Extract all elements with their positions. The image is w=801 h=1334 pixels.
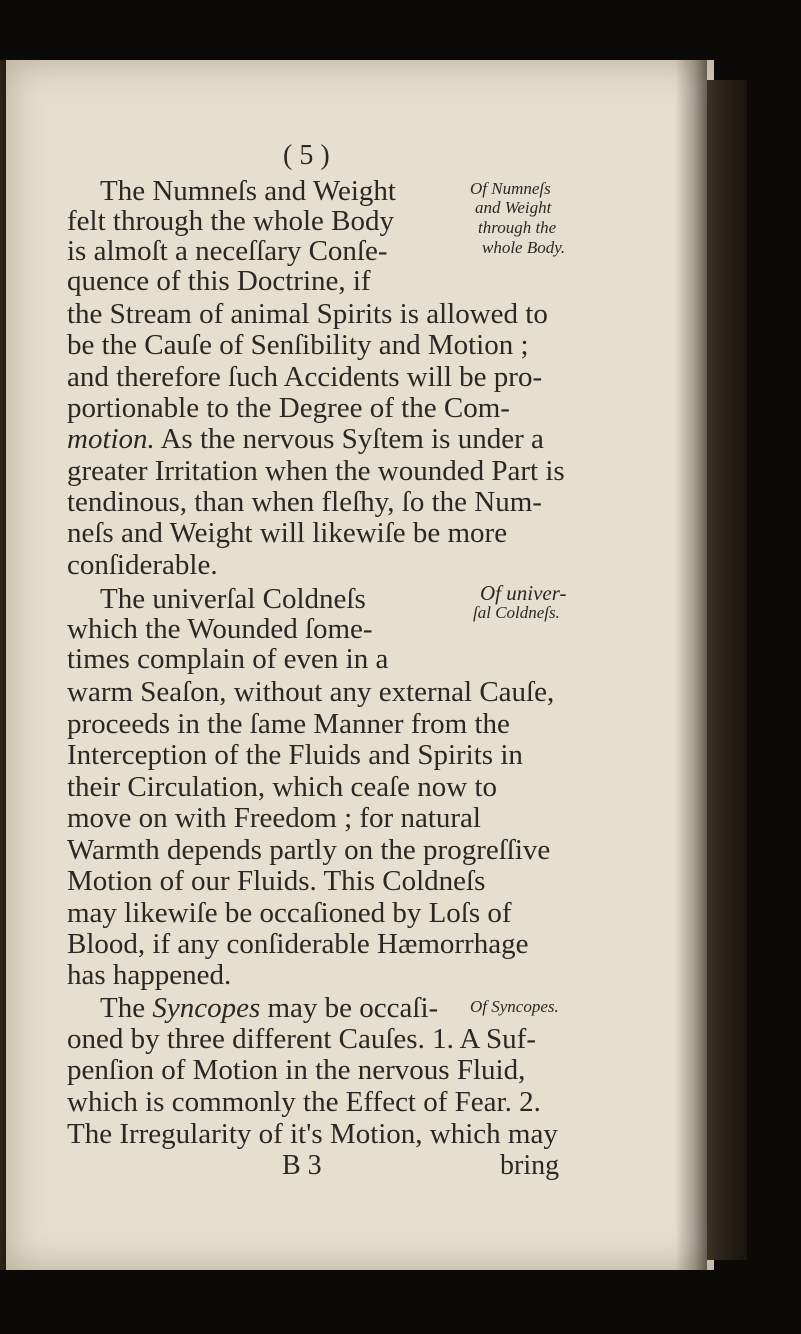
text-line-19: Interception of the Fluids and Spirits in (67, 739, 523, 771)
margin-note-2-line-2: ſal Coldneſs. (473, 603, 560, 622)
text-line-18: proceeds in the ſame Manner from the (67, 708, 510, 740)
text-line-6: be the Cauſe of Senſibility and Motion ; (67, 329, 529, 361)
text-line-27-b: may be occaſi- (260, 992, 439, 1024)
text-line-12: neſs and Weight will likewiſe be more (67, 517, 508, 549)
text-line-21: move on with Freedom ; for natural (67, 802, 481, 834)
text-line-28: oned by three different Cauſes. 1. A Suf- (67, 1023, 536, 1055)
text-line-24: may likewiſe be occaſioned by Loſs of (67, 897, 512, 929)
text-line-15: which the Wounded ſome- (67, 613, 373, 645)
page-number: ( 5 ) (283, 140, 330, 171)
text-line-16: times complain of even in a (67, 643, 389, 675)
page-gutter-shadow (675, 60, 707, 1270)
text-line-11: tendinous, than when fleſhy, ſo the Num- (67, 486, 542, 518)
text-line-30: which is commonly the Effect of Fear. 2. (67, 1086, 541, 1118)
text-line-2: felt through the whole Body (67, 205, 395, 237)
margin-note-1-line-2: and Weight (475, 198, 552, 217)
text-line-27 (100, 993, 438, 1023)
text-line-25: Blood, if any conſiderable Hæmorrhage (67, 928, 529, 960)
text-line-14: The univerſal Coldneſs (100, 583, 366, 615)
text-line-7: and therefore ſuch Accidents will be pro- (67, 361, 543, 393)
text-line-4: quence of this Doctrine, if (67, 265, 371, 297)
text-line-22: Warmth depends partly on the progreſſive (67, 834, 551, 866)
catchword: bring (500, 1150, 560, 1181)
signature-mark: B 3 (282, 1150, 322, 1181)
margin-note-2-line-1: Of univer- (480, 581, 567, 605)
margin-note-1-line-3: through the (478, 218, 557, 237)
text-line-17: warm Seaſon, without any external Cauſe, (67, 676, 555, 708)
margin-note-1-line-1: Of Numneſs (470, 179, 551, 198)
text-line-13: conſiderable. (67, 549, 218, 581)
text-line-31: The Irregularity of it's Motion, which may (67, 1118, 558, 1150)
text-line-5: the Stream of animal Spirits is allowed to (67, 298, 548, 330)
text-line-9 (67, 424, 544, 454)
text-line-9-rest: As the nervous Syſtem is under a (154, 423, 544, 455)
text-line-1: The Numneſs and Weight (100, 175, 396, 207)
text-line-8: portionable to the Degree of the Com- (67, 392, 510, 424)
text-line-23: Motion of our Fluids. This Coldneſs (67, 865, 486, 897)
text-line-3: is almoſt a neceſſary Conſe- (67, 235, 388, 267)
margin-note-1-line-4: whole Body. (482, 238, 566, 257)
text-line-27-a: The (100, 992, 153, 1024)
text-line-10: greater Irritation when the wounded Part is (67, 455, 565, 487)
book-cover-edge (707, 80, 747, 1260)
margin-note-3-line-1: Of Syncopes. (470, 997, 559, 1016)
text-line-9-italic: motion. (67, 423, 155, 455)
text-line-20: their Circulation, which ceaſe now to (67, 771, 498, 803)
text-line-26: has happened. (67, 959, 232, 991)
text-line-27-italic: Syncopes (152, 992, 261, 1024)
text-line-29: penſion of Motion in the nervous Fluid, (67, 1054, 526, 1086)
